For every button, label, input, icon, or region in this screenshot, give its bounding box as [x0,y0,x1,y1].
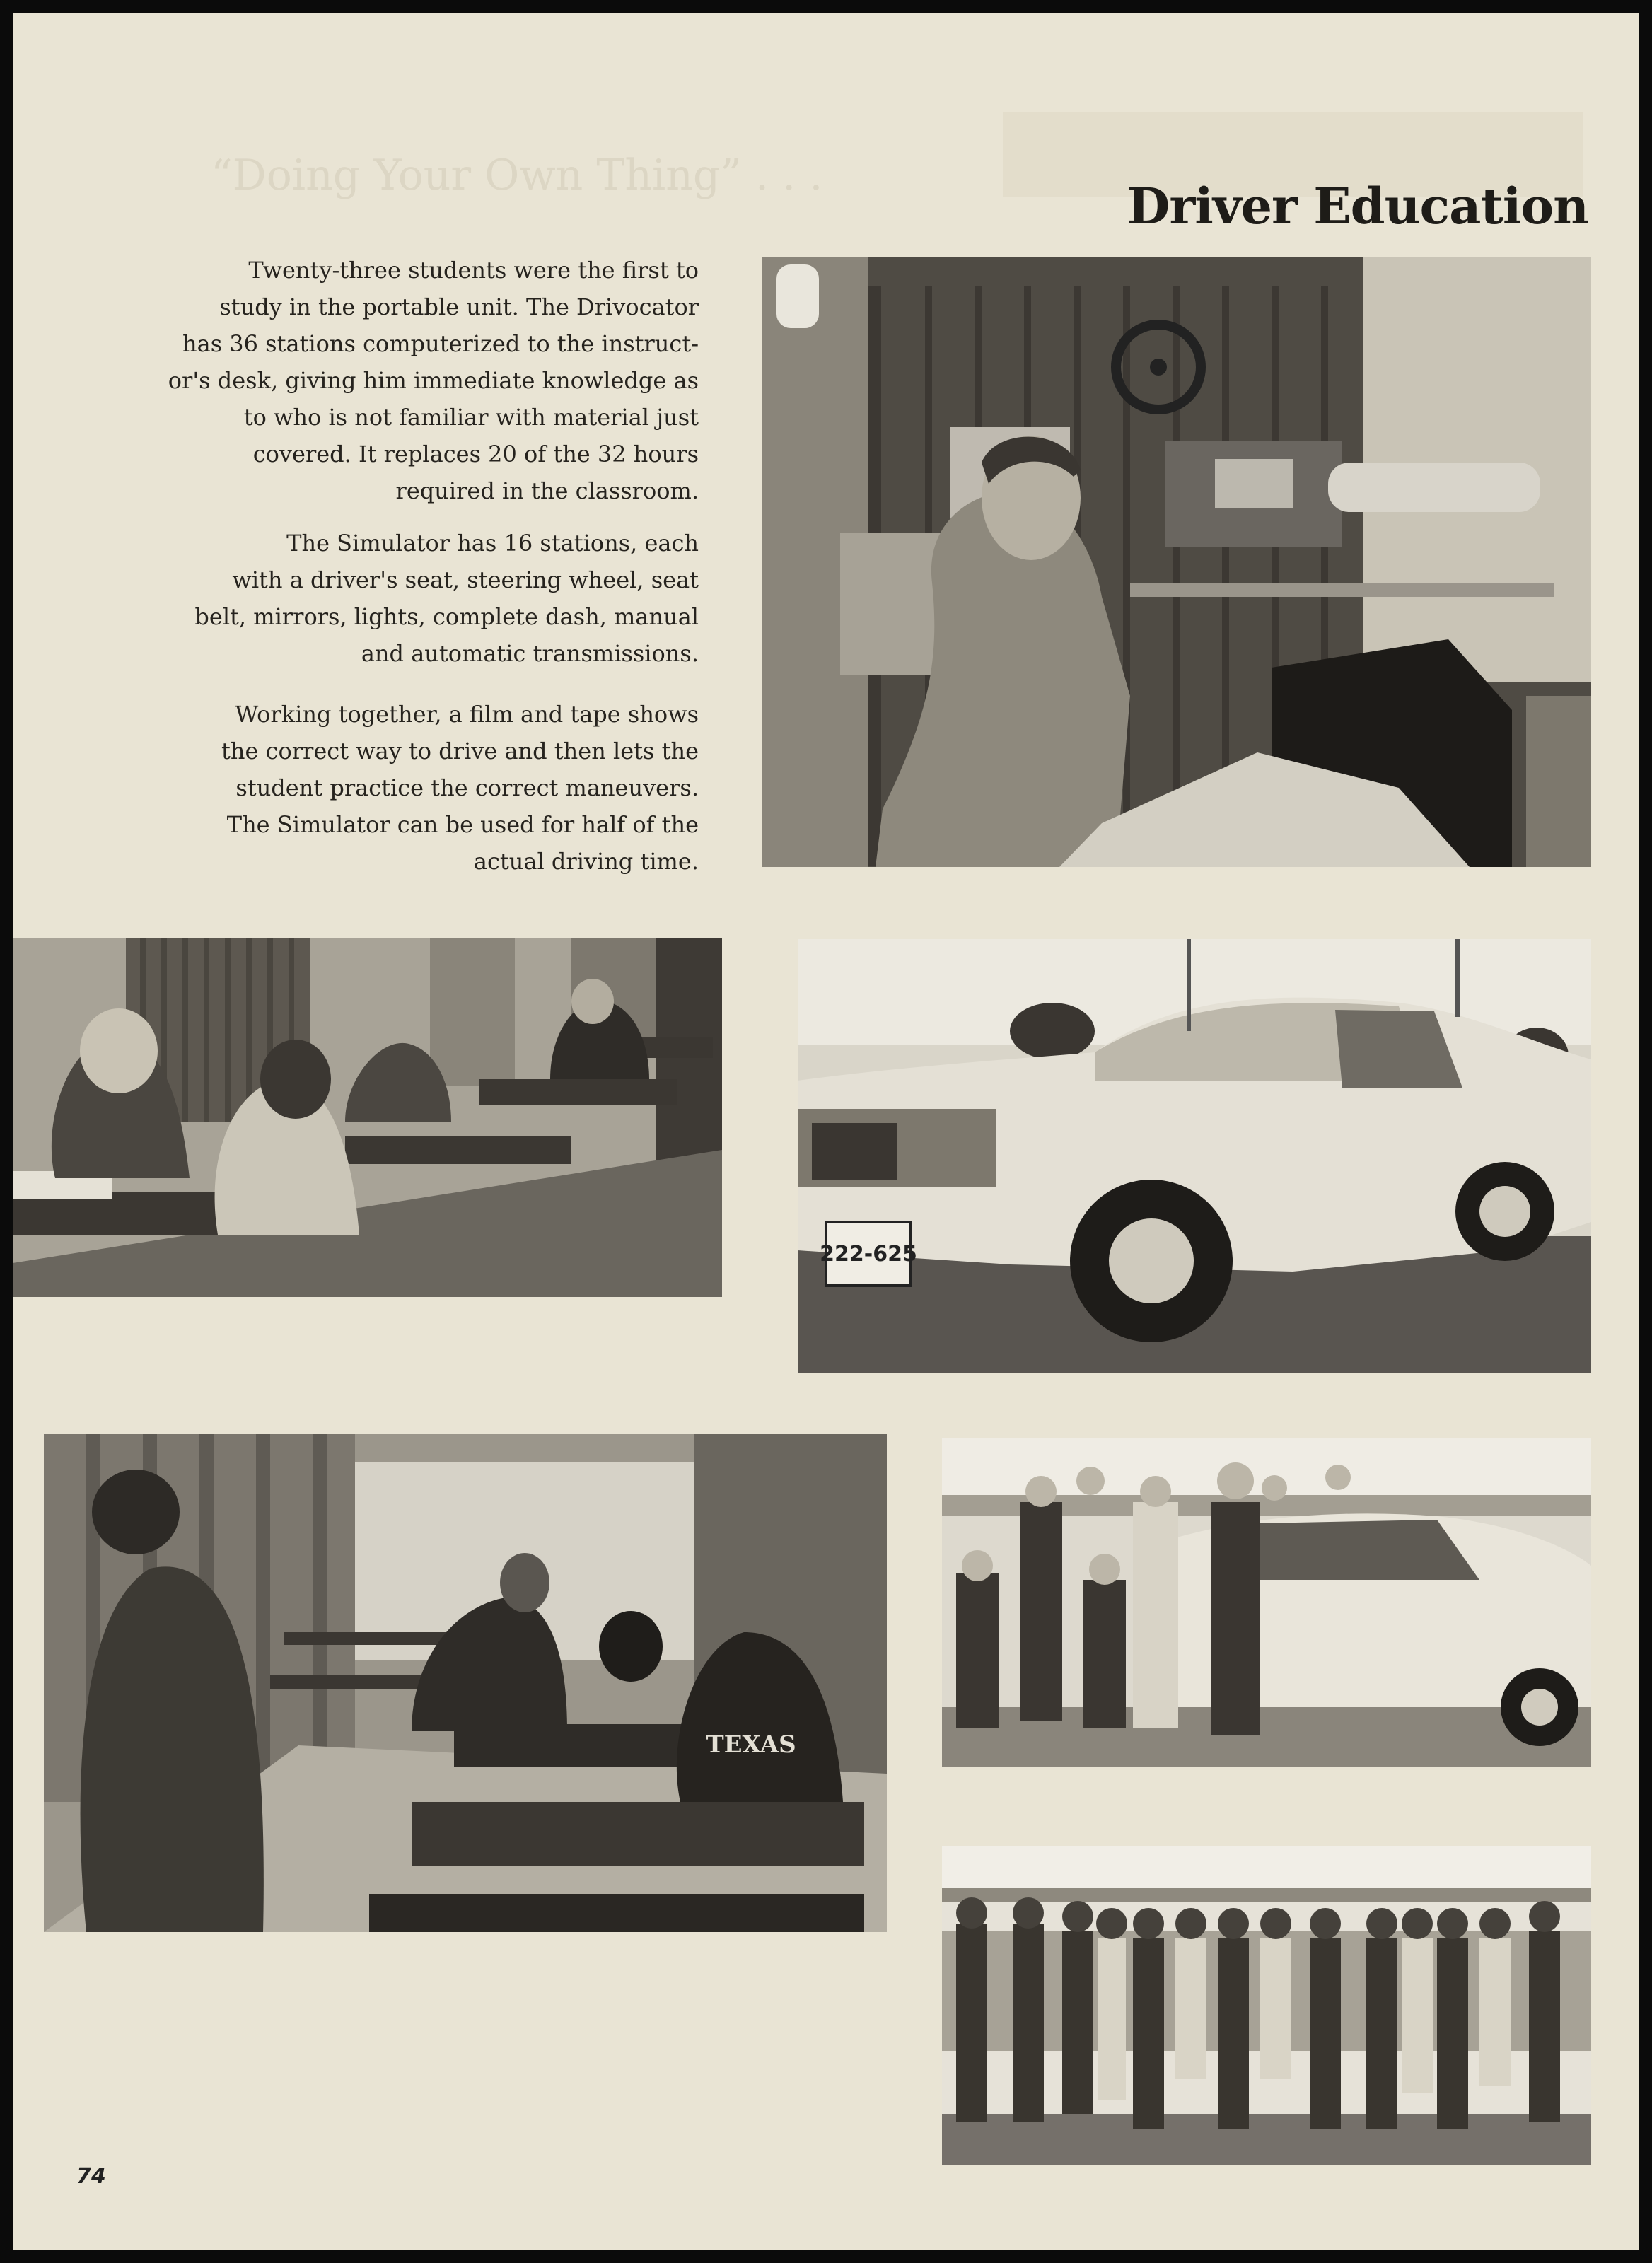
text-line: study in the portable unit. The Drivocator [219,293,699,320]
text-line: the correct way to drive and then lets the [221,738,699,764]
page-number: 74 [76,2164,106,2189]
photo-group-with-instructor [942,1438,1591,1767]
text-line: has 36 stations computerized to the instruct- [182,330,699,357]
photo-simulator-room [44,1434,887,1932]
photo-group-of-girls [942,1846,1591,2165]
photo-driver-ed-car [798,939,1591,1373]
ghost-heading: “Doing Your Own Thing” . . . [211,151,823,200]
text-line: required in the classroom. [395,477,699,504]
paragraph-1 [83,252,699,509]
photo-portable-classroom [13,938,722,1297]
text-line: actual driving time. [473,848,699,875]
photo-projector-instructor [762,257,1591,867]
text-line: belt, mirrors, lights, complete dash, manual [194,603,699,630]
license-plate-number: 222-625 [820,1242,917,1267]
text-line: The Simulator can be used for half of the [226,811,699,838]
jacket-lettering: TEXAS [706,1730,796,1759]
paragraph-3 [83,696,699,880]
text-line: and automatic transmissions. [361,640,699,667]
text-line: covered. It replaces 20 of the 32 hours [252,441,699,467]
page-title: Driver Education [1127,177,1588,235]
text-line: Twenty-three students were the first to [248,257,699,284]
text-line: to who is not familiar with material just [243,404,699,431]
text-line: The Simulator has 16 stations, each [286,530,699,557]
yearbook-page [13,13,1639,2250]
text-line: with a driver's seat, steering wheel, seat [232,566,699,593]
text-line: or's desk, giving him immediate knowledge as [168,367,699,394]
text-line: student practice the correct maneuvers. [235,774,699,801]
paragraph-2 [83,525,699,672]
text-line: Working together, a film and tape shows [235,701,699,728]
